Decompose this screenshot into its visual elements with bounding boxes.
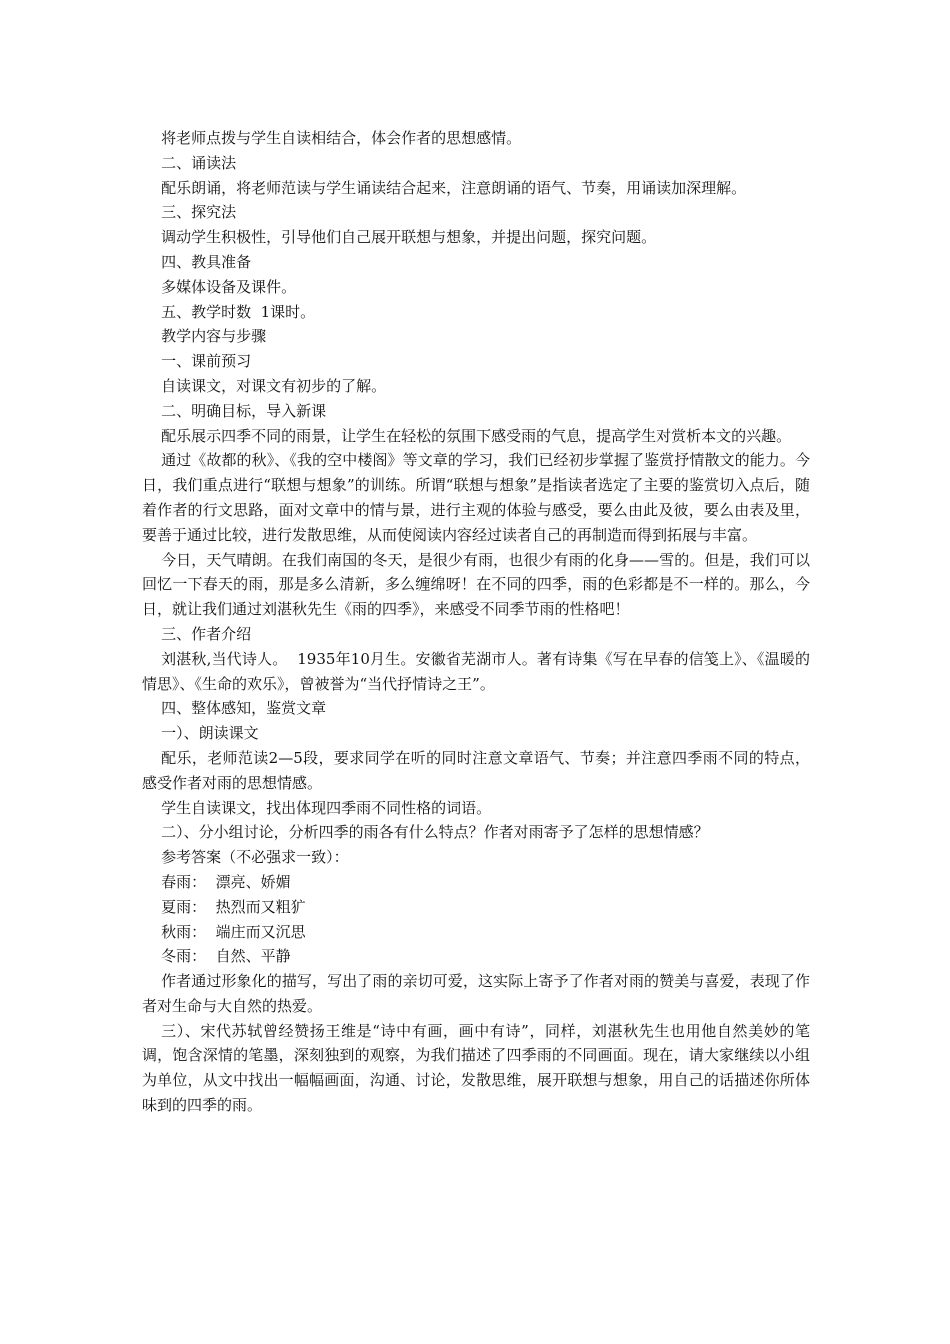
paragraph: 刘湛秋,当代诗人。 1935年10月生。安徽省芜湖市人。著有诗集《写在早春的信笺上》、《温暖的情思》、《生命的欢乐》，曾被誉为“当代抒情诗之王”。 [142, 649, 810, 693]
paragraph: 今日，天气晴朗。在我们南国的冬天，是很少有雨，也很少有雨的化身——雪的。但是，我们可以回忆一下春天的雨，那是多么清新，多么缠绵呀！在不同的四季，雨的色彩都是不一样的。那么，今日，就让我们通过刘湛秋先生《雨的四季》，来感受不同季节雨的性格吧！ [142, 550, 810, 619]
subsection-heading: 一）、朗读课文 [161, 724, 259, 743]
section-heading: 一、课前预习 [161, 352, 252, 371]
answer-item: 春雨： 漂亮、娇媚 [161, 872, 291, 891]
paragraph: 参考答案（不必强求一致）： [161, 848, 349, 867]
section-heading: 四、教具准备 [161, 252, 252, 271]
paragraph: 自读课文，对课文有初步的了解。 [161, 376, 387, 395]
section-heading: 二、明确目标，导入新课 [161, 401, 327, 420]
section-heading: 三、探究法 [161, 203, 237, 222]
paragraph: 配乐展示四季不同的雨景，让学生在轻松的氛围下感受雨的气息，提高学生对赏析本文的兴趣。 [161, 426, 792, 445]
paragraph: 配乐朗诵，将老师范读与学生诵读结合起来，注意朗诵的语气、节奏，用诵读加深理解。 [161, 178, 747, 197]
section-heading: 五、教学时数 1课时。 [161, 302, 316, 321]
paragraph: 调动学生积极性，引导他们自己展开联想与想象，并提出问题，探究问题。 [161, 228, 657, 247]
answer-item: 冬雨： 自然、平静 [161, 947, 291, 966]
paragraph: 将老师点拨与学生自读相结合，体会作者的思想感情。 [161, 129, 522, 147]
answer-item: 夏雨： 热烈而又粗犷 [161, 897, 306, 916]
section-heading: 三、作者介绍 [161, 624, 252, 643]
paragraph: 学生自读课文，找出体现四季雨不同性格的词语。 [161, 798, 492, 817]
document-body [142, 126, 810, 1118]
paragraph: 三）、宋代苏轼曾经赞扬王维是“诗中有画，画中有诗”，同样，刘湛秋先生也用他自然美妙的笔调，饱含深情的笔墨，深刻独到的观察，为我们描述了四季雨的不同画面。现在，请大家继续以小组为单位，从文中找出一幅幅画面，沟通、讨论，发散思维，展开联想与想象，用自己的话描述你所体味到的四季的雨。 [142, 1021, 810, 1115]
answer-item: 秋雨： 端庄而又沉思 [161, 922, 306, 941]
section-heading: 二、诵读法 [161, 153, 237, 172]
section-heading: 四、整体感知，鉴赏文章 [161, 699, 327, 718]
subsection-heading: 二）、分小组讨论，分析四季的雨各有什么特点？作者对雨寄予了怎样的思想情感？ [161, 823, 709, 842]
paragraph: 配乐，老师范读2—5段，要求同学在听的同时注意文章语气、节奏；并注意四季雨不同的特点，感受作者对雨的思想情感。 [142, 748, 810, 792]
paragraph: 作者通过形象化的描写，写出了雨的亲切可爱，这实际上寄予了作者对雨的赞美与喜爱，表现了作者对生命与大自然的热爱。 [142, 972, 810, 1015]
paragraph: 多媒体设备及课件。 [161, 277, 297, 296]
paragraph: 通过《故都的秋》、《我的空中楼阁》等文章的学习，我们已经初步掌握了鉴赏抒情散文的能力。今日，我们重点进行“联想与想象”的训练。所谓“联想与想象”是指读者选定了主要的鉴赏切入点后，随着作者的行文思路，面对文章中的情与景，进行主观的体验与感受，要么由此及彼，要么由表及里，要善于通过比较，进行发散思维，从而使阅读内容经过读者自己的再制造而得到拓展与丰富。 [142, 451, 810, 544]
section-heading: 教学内容与步骤 [161, 327, 267, 346]
